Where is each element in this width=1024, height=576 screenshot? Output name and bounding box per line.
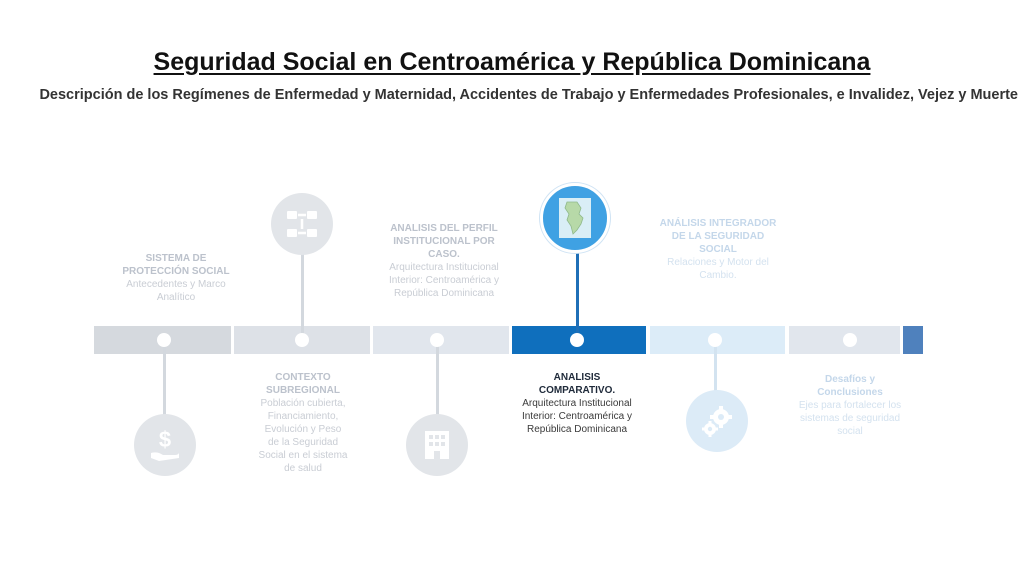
step-4-body: Arquitectura Institucional Interior: Centroamérica y República Dominicana — [521, 398, 633, 435]
map-icon — [557, 196, 593, 240]
timeline-segment-end — [903, 326, 923, 354]
svg-text:$: $ — [158, 427, 172, 452]
timeline-dot-6 — [843, 333, 857, 347]
step-5-heading: ANÁLISIS INTEGRADOR DE LA SEGURIDAD SOCIAL — [659, 218, 777, 255]
step-6-body: Ejes para fortalecer los sistemas de seguridad social — [798, 400, 902, 437]
step-2-label — [258, 371, 348, 475]
step-2-heading: CONTEXTO SUBREGIONAL — [266, 372, 340, 396]
timeline-dot-4 — [570, 333, 584, 347]
step-1-icon-circle — [134, 414, 196, 476]
stem-step-1 — [163, 340, 166, 420]
page-subtitle: Descripción de los Regímenes de Enfermedad y Maternidad, Accidentes de Trabajo y Enfermedades Profesionales, e Invalidez, Vejez y Muerte — [39, 87, 1018, 103]
building-icon — [420, 427, 454, 463]
stem-step-4 — [576, 240, 579, 340]
step-5-label — [652, 217, 784, 282]
step-6-label — [792, 373, 908, 438]
step-5-body: Relaciones y Motor del Cambio. — [667, 257, 769, 281]
step-4-label — [520, 371, 634, 436]
step-2-body: Población cubierta, Financiamiento, Evolución y Peso de la Seguridad Social en el sistema de salud — [258, 398, 348, 474]
timeline-dot-2 — [295, 333, 309, 347]
gears-icon — [697, 401, 737, 441]
page-title: Seguridad Social en Centroamérica y República Dominicana — [153, 48, 871, 76]
stem-step-5 — [714, 340, 717, 395]
step-3-icon-circle — [406, 414, 468, 476]
step-4-heading: ANALISIS COMPARATIVO. — [538, 372, 616, 396]
step-6-heading: Desafíos y Conclusiones — [817, 374, 883, 398]
process-flow-icon — [283, 205, 321, 243]
step-3-body: Arquitectura Institucional Interior: Centroamérica y República Dominicana — [388, 262, 500, 299]
step-3-label — [385, 222, 503, 300]
step-1-body: Antecedentes y Marco Analítico — [126, 279, 226, 303]
step-3-heading: ANALISIS DEL PERFIL INSTITUCIONAL POR CASO. — [390, 223, 498, 260]
step-4-icon-circle — [540, 183, 610, 253]
dollar-hand-icon — [145, 425, 185, 465]
step-2-icon-circle — [271, 193, 333, 255]
step-5-icon-circle — [686, 390, 748, 452]
step-1-label — [112, 252, 240, 304]
stem-step-2 — [301, 250, 304, 340]
timeline-dot-1 — [157, 333, 171, 347]
timeline-dot-5 — [708, 333, 722, 347]
stem-step-3 — [436, 340, 439, 420]
timeline-dot-3 — [430, 333, 444, 347]
step-1-heading: SISTEMA DE PROTECCIÓN SOCIAL — [122, 253, 230, 277]
